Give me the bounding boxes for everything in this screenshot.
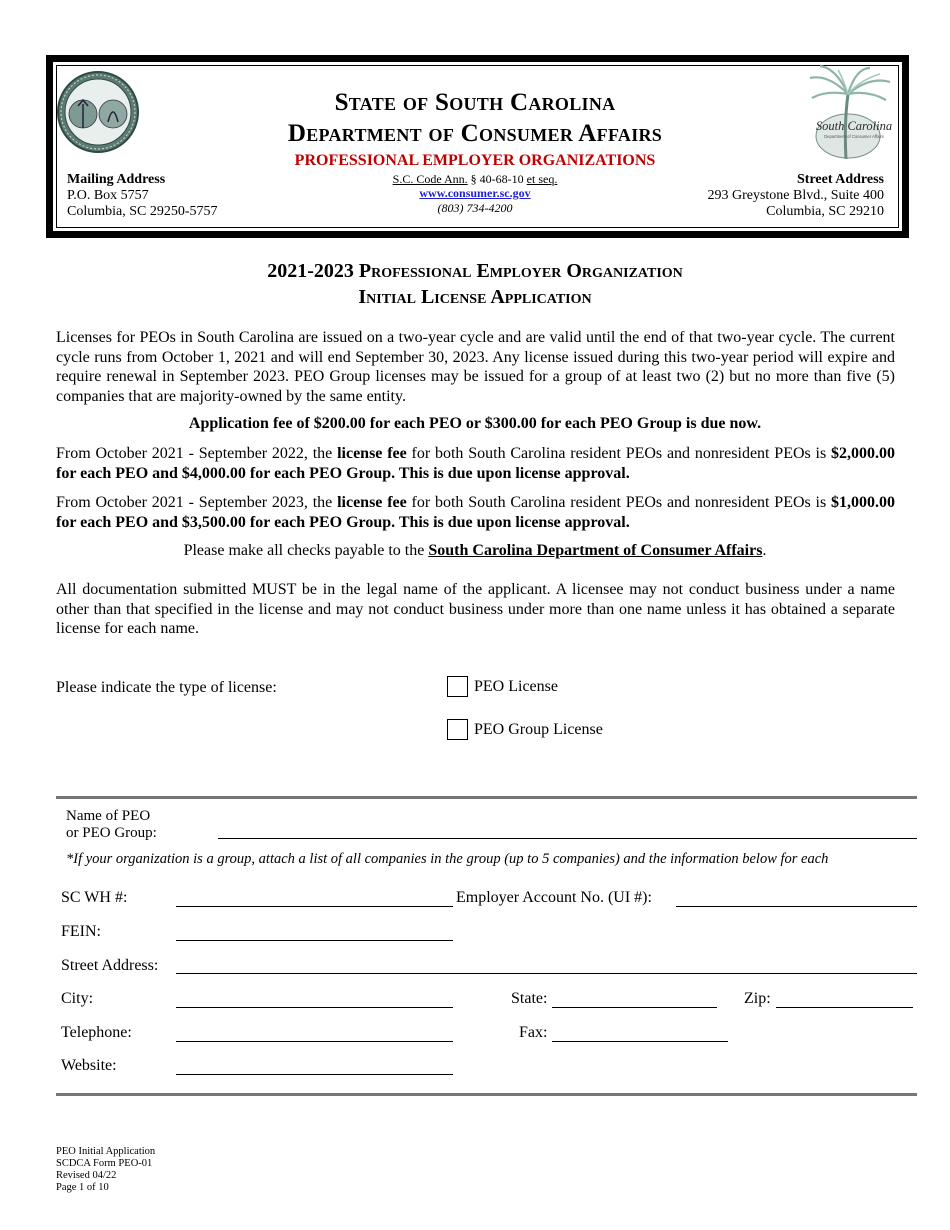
fee1-term: license fee [337, 445, 407, 462]
employer-account-field[interactable] [676, 906, 917, 907]
mailing-address-line2: Columbia, SC 29250-5757 [67, 204, 218, 219]
form-top-rule [56, 796, 917, 799]
peo-name-label-line1: Name of PEO [66, 808, 151, 824]
fee2-amount: $1,000.00 for each PEO and $3,500.00 for each PEO Group. This is due upon license approval. [56, 494, 896, 531]
peo-group-license-label: PEO Group License [474, 720, 603, 738]
mailing-address [67, 172, 218, 220]
footer-page-number: Page 1 of 10 [56, 1182, 109, 1193]
zip-field[interactable] [776, 1007, 913, 1008]
department-title: Department of Consumer Affairs [287, 120, 663, 147]
footer-line3: Revised 04/22 [56, 1170, 117, 1181]
fee2-term: license fee [337, 494, 407, 511]
payable-notice [0, 542, 950, 560]
zip-label: Zip: [744, 990, 771, 1007]
mailing-address-line1: P.O. Box 5757 [67, 188, 149, 203]
intro-paragraph: Licenses for PEOs in South Carolina are issued on a two-year cycle and are valid until the end of that two-year cycle. The current cycle runs from October 1, 2021 and will end September 30, 2023. Any license issued during this two-year period will expire and require renewal in September 2023. PEO Group licenses may be issued for a group of at least two (2) but no more than five (5) companies that are majority-owned by the same entity. [56, 329, 895, 405]
employer-account-label: Employer Account No. (UI #): [456, 889, 652, 906]
footer-line1: PEO Initial Application [56, 1146, 156, 1157]
telephone-label: Telephone: [61, 1024, 132, 1041]
peo-group-license-checkbox[interactable] [447, 719, 468, 740]
form-bottom-rule [56, 1093, 917, 1096]
application-title-line2: Initial License Application [358, 286, 592, 308]
license-fee-paragraph-2022 [56, 444, 895, 483]
sc-wh-label: SC WH #: [61, 889, 128, 906]
group-note: *If your organization is a group, attach a list of all companies in the group (up to 5 companies) and the information below for each [66, 851, 829, 867]
peo-license-checkbox[interactable] [447, 676, 468, 697]
peo-license-label: PEO License [474, 677, 558, 695]
payable-intro: Please make all checks payable to the [183, 542, 429, 559]
fee1-amount: $2,000.00 for each PEO and $4,000.00 for each PEO Group. This is due upon license approval. [56, 445, 896, 482]
statute-section: § 40-68-10 [470, 172, 524, 186]
legal-name-notice: All documentation submitted MUST be in the legal name of the applicant. A licensee may not conduct business under a name other than that specified in the license and may not conduct business under more than one name unless it has obtained a separate license for each name. [56, 581, 895, 637]
logo-text: South Carolina [815, 119, 893, 133]
state-field[interactable] [552, 1007, 717, 1008]
sc-wh-field[interactable] [176, 906, 453, 907]
mailing-address-heading: Mailing Address [67, 172, 166, 187]
payable-end: . [762, 542, 767, 559]
program-title: PROFESSIONAL EMPLOYER ORGANIZATIONS [294, 152, 656, 169]
peo-name-label-line2: or PEO Group: [66, 825, 157, 841]
statute-et-seq: et seq. [526, 172, 558, 186]
website-label: Website: [61, 1057, 117, 1074]
website-link[interactable]: www.consumer.sc.gov [419, 186, 531, 200]
peo-group-license-option[interactable] [447, 719, 603, 740]
state-title: State of South Carolina [334, 89, 616, 116]
street-address-line1: 293 Greystone Blvd., Suite 400 [707, 188, 884, 203]
logo-subtext: Department of Consumer Affairs [824, 134, 884, 139]
license-fee-paragraph-2023 [56, 493, 895, 532]
fee1-intro: From October 2021 - September 2022, the [56, 445, 338, 462]
website-field[interactable] [176, 1074, 453, 1075]
state-label: State: [511, 990, 548, 1007]
city-field[interactable] [176, 1007, 453, 1008]
payee-name: South Carolina Department of Consumer Affairs [428, 542, 763, 559]
form-footer [56, 1146, 155, 1194]
application-fee-notice: Application fee of $200.00 for each PEO or $300.00 for each PEO Group is due now. [188, 415, 762, 432]
street-address [707, 172, 884, 220]
statute-code-ann: S.C. Code Ann. [392, 172, 468, 186]
fax-field[interactable] [552, 1041, 728, 1042]
fein-field[interactable] [176, 940, 453, 941]
street-address-line2: Columbia, SC 29210 [766, 204, 884, 219]
city-label: City: [61, 990, 94, 1007]
fein-label: FEIN: [61, 923, 101, 940]
fax-label: Fax: [519, 1024, 548, 1041]
footer-line2: SCDCA Form PEO-01 [56, 1158, 153, 1169]
street-address-heading: Street Address [797, 172, 884, 187]
peo-license-option[interactable] [447, 676, 558, 697]
fee1-mid: for both South Carolina resident PEOs and nonresident PEOs is [406, 445, 832, 462]
application-title-line1: 2021-2023 Professional Employer Organization [267, 260, 683, 282]
street-address-field-label: Street Address: [61, 957, 159, 974]
street-address-field[interactable] [176, 973, 917, 974]
peo-name-field[interactable] [218, 838, 917, 839]
license-type-question: Please indicate the type of license: [56, 679, 277, 696]
peo-name-label [66, 808, 157, 842]
phone-number: (803) 734-4200 [437, 201, 513, 215]
telephone-field[interactable] [176, 1041, 453, 1042]
fee2-intro: From October 2021 - September 2023, the [56, 494, 338, 511]
fee2-mid: for both South Carolina resident PEOs and nonresident PEOs is [406, 494, 832, 511]
